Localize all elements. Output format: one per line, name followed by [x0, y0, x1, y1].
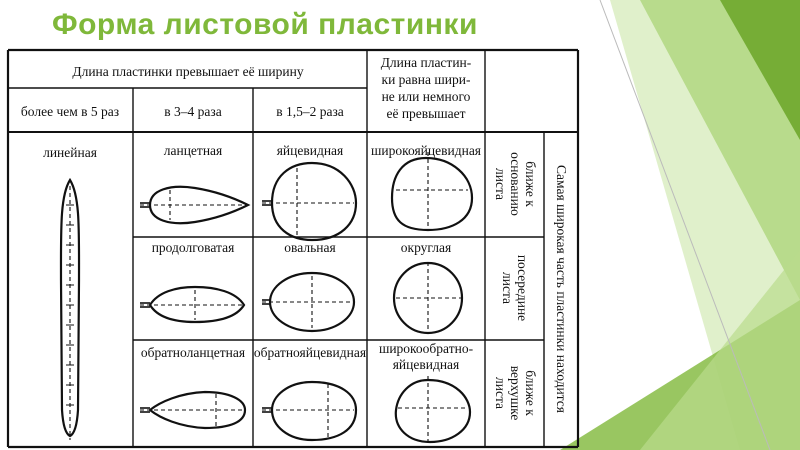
widest-part-label: Самая широкая часть пластинки находится: [554, 165, 569, 413]
position-middle: [500, 255, 530, 321]
label-round: округлая: [400, 240, 452, 255]
position-middle-2: листа: [500, 271, 515, 305]
position-tip-2: верхушке: [508, 365, 523, 421]
shape-ovate: [272, 163, 356, 240]
label-oblanceolate: обратноланцетная: [140, 345, 246, 360]
label-broad-obovate-2: яйцевидная: [392, 357, 460, 372]
header-ratio-3-4: в 3–4 раза: [164, 104, 222, 119]
header-length-equal-4: её превышает: [386, 106, 466, 121]
label-linear: линейная: [43, 145, 97, 160]
header-length-equal-2: ки равна шири-: [381, 72, 471, 87]
shape-broad-obovate: [396, 380, 470, 442]
position-base-2: основанию: [508, 152, 523, 216]
label-broad-obovate-1: широкообратно-: [378, 341, 474, 356]
header-length-equal-1: Длина пластин-: [380, 55, 472, 70]
position-tip-3: листа: [493, 376, 508, 410]
slide-title: Форма листовой пластинки: [52, 8, 478, 41]
label-obovate: обратнояйцевидная: [253, 345, 367, 360]
position-base-1: ближе к: [523, 161, 538, 207]
header-length-exceeds: Длина пластинки превышает её ширину: [72, 64, 304, 79]
position-base-3: листа: [493, 167, 508, 201]
label-broad-ovate: широкояйцевидная: [370, 143, 482, 158]
label-lanceolate: ланцетная: [163, 143, 223, 158]
header-length-equal-3: не или немного: [381, 89, 471, 104]
position-base: [493, 152, 538, 216]
position-middle-1: посередине: [515, 254, 530, 322]
label-oval: овальная: [284, 240, 336, 255]
label-ovate: яйцевидная: [276, 143, 344, 158]
position-tip: [493, 366, 538, 421]
label-oblong: продолговатая: [151, 240, 235, 255]
header-ratio-1-5-2: в 1,5–2 раза: [276, 104, 344, 119]
position-tip-1: ближе к: [523, 370, 538, 416]
shape-broad-ovate: [392, 158, 472, 230]
header-ratio-5: более чем в 5 раз: [20, 104, 120, 119]
shape-obovate: [272, 382, 356, 440]
